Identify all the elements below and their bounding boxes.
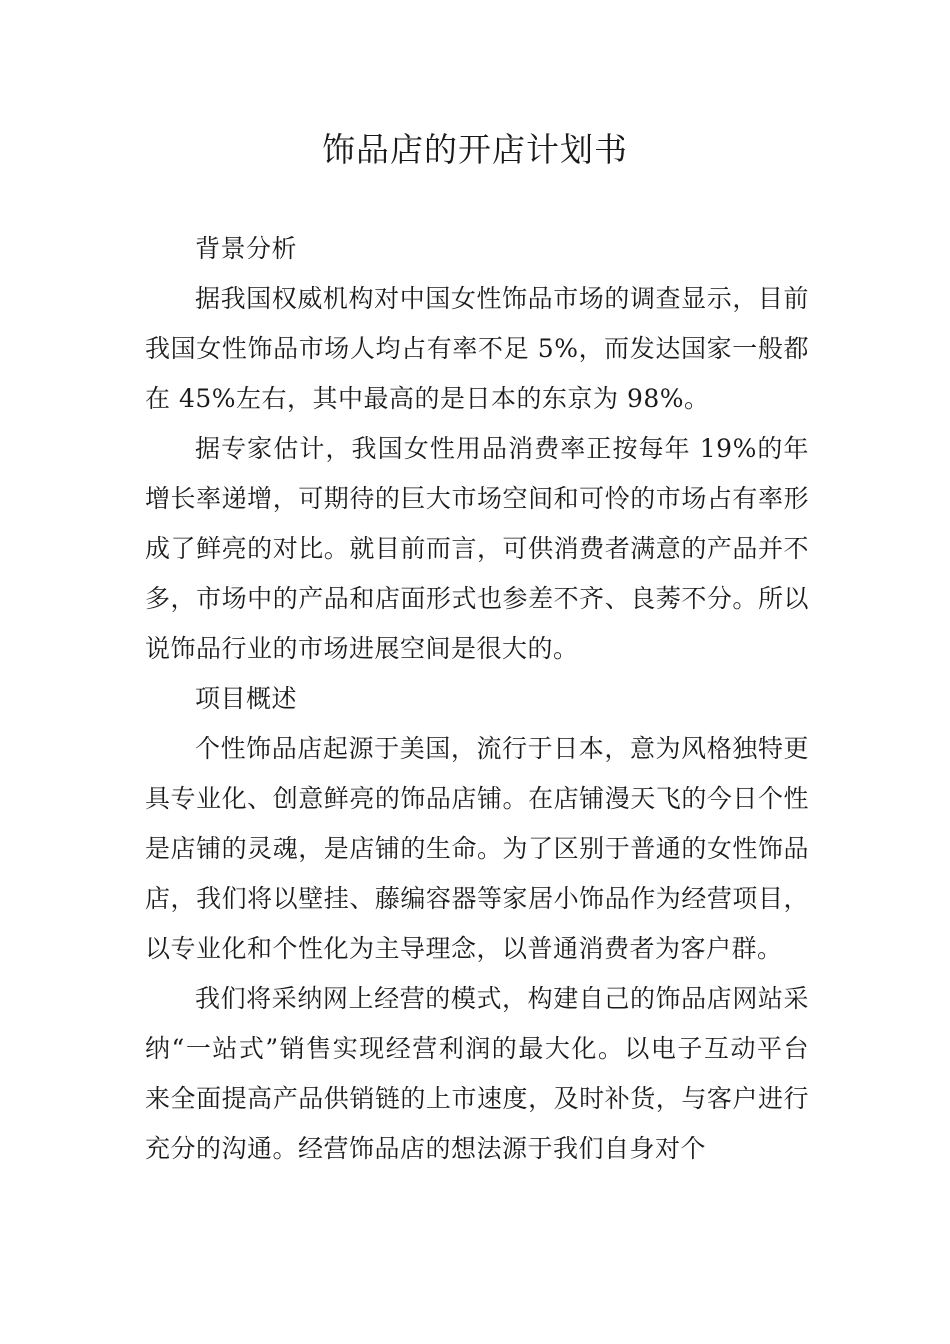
document-body — [145, 224, 809, 1174]
paragraph-shop-origin: 个性饰品店起源于美国，流行于日本，意为风格独特更具专业化、创意鲜亮的饰品店铺。在店铺漫天飞的今日个性是店铺的灵魂，是店铺的生命。为了区别于普通的女性饰品店，我们将以壁挂、藤编容器等家居小饰品作为经营项目，以专业化和个性化为主导理念，以普通消费者为客户群。 — [145, 734, 809, 963]
paragraph-market-survey: 据我国权威机构对中国女性饰品市场的调查显示，目前我国女性饰品市场人均占有率不足 5%，而发达国家一般都在 45%左右，其中最高的是日本的东京为 98%。 — [145, 284, 809, 413]
section-heading-background: 背景分析 — [195, 234, 298, 263]
paragraph-online-model: 我们将采纳网上经营的模式，构建自己的饰品店网站采纳“一站式”销售实现经营利润的最大化。以电子互动平台来全面提高产品供销链的上市速度，及时补货，与客户进行充分的沟通。经营饰品店的想法源于我们自身对个 — [145, 984, 809, 1163]
document-title: 饰品店的开店计划书 — [322, 130, 628, 169]
section-heading-overview: 项目概述 — [195, 684, 298, 713]
paragraph-expert-estimate: 据专家估计，我国女性用品消费率正按每年 19%的年增长率递增，可期待的巨大市场空间和可怜的市场占有率形成了鲜亮的对比。就目前而言，可供消费者满意的产品并不多，市场中的产品和店面形式也参差不齐、良莠不分。所以说饰品行业的市场进展空间是很大的。 — [145, 434, 809, 663]
